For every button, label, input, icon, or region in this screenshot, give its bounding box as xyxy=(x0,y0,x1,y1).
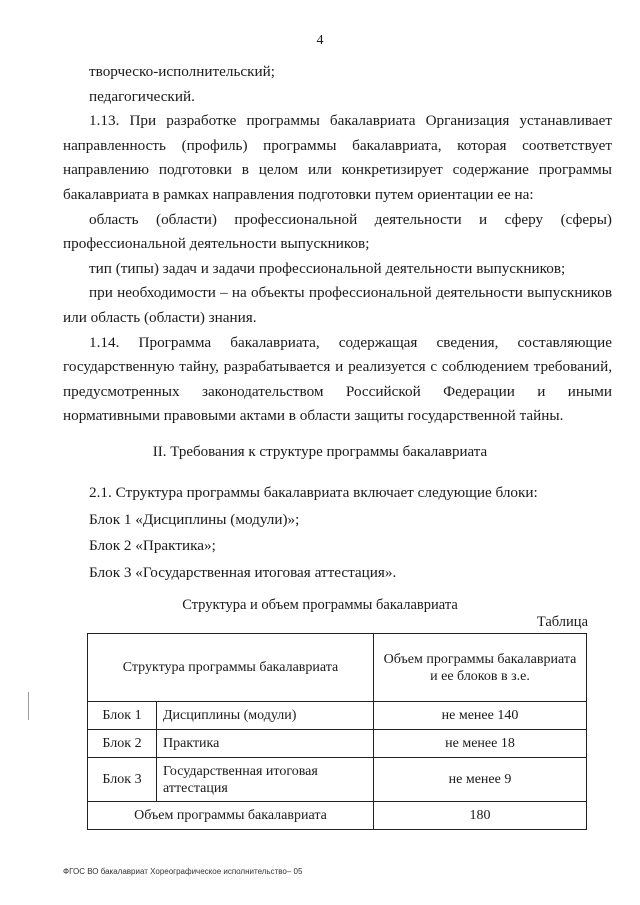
table-row xyxy=(88,702,587,730)
block-name-cell: Государственная итоговая аттестация xyxy=(157,758,374,802)
footer: ФГОС ВО бакалавриат Хореографическое исполнительство– 05 xyxy=(63,867,303,876)
list-item: Блок 2 «Практика»; xyxy=(89,537,216,554)
block-cell: Блок 1 xyxy=(88,702,157,730)
paragraph: 1.13. При разработке программы бакалавриата Организация устанавливает направленность (профиль) программы бакалавриата, которая соответствует направлению подготовки в целом или конкретизирует содержание программы бакалавриата в рамках направления подготовки путем ориентации ее на: xyxy=(63,112,612,203)
volume-cell: не менее 18 xyxy=(374,730,587,758)
list-item: Блок 1 «Дисциплины (модули)»; xyxy=(89,510,300,528)
table-total-row xyxy=(88,802,587,830)
paragraph: тип (типы) задач и задачи профессиональной деятельности выпускников; xyxy=(89,259,566,277)
table-row xyxy=(88,730,587,758)
paragraph: 1.14. Программа бакалавриата, содержащая сведения, составляющие государственную тайну, разрабатывается и реализуется с соблюдением требований, предусмотренных законодательством Российской Федерации и иными нормативными правовыми актами в области защиты государственной тайны. xyxy=(63,333,612,425)
margin-mark xyxy=(28,692,29,720)
total-label: Объем программы бакалавриата xyxy=(88,802,374,830)
header-volume: Объем программы бакалавриата и ее блоков в з.е. xyxy=(374,634,587,702)
table-caption: Структура и объем программы бакалавриата xyxy=(182,597,458,613)
paragraph: творческо-исполнительский; xyxy=(89,63,275,80)
volume-cell: не менее 9 xyxy=(374,758,587,802)
block-name-cell: Практика xyxy=(157,730,374,758)
total-value: 180 xyxy=(374,802,587,830)
block-name-cell: Дисциплины (модули) xyxy=(157,702,374,730)
block-cell: Блок 3 xyxy=(88,758,157,802)
list-intro: 2.1. Структура программы бакалавриата включает следующие блоки: xyxy=(89,484,538,501)
block-cell: Блок 2 xyxy=(88,730,157,758)
page-number: 4 xyxy=(316,33,324,48)
structure-table xyxy=(87,633,587,830)
section-heading: II. Требования к структуре программы бакалавриата xyxy=(152,444,488,460)
table-row xyxy=(88,758,587,802)
list-item: Блок 3 «Государственная итоговая аттестация». xyxy=(89,563,397,581)
paragraph: при необходимости – на объекты профессиональной деятельности выпускников или область (области) знания. xyxy=(63,284,612,326)
paragraph: педагогический. xyxy=(89,87,195,105)
body-text xyxy=(63,60,612,429)
table-header-row xyxy=(88,634,587,702)
block-list xyxy=(63,480,612,586)
paragraph: область (области) профессиональной деятельности и сферу (сферы) профессиональной деятельности выпускников; xyxy=(63,210,612,253)
header-structure: Структура программы бакалавриата xyxy=(88,634,374,702)
volume-cell: не менее 140 xyxy=(374,702,587,730)
table-label: Таблица xyxy=(536,614,588,630)
